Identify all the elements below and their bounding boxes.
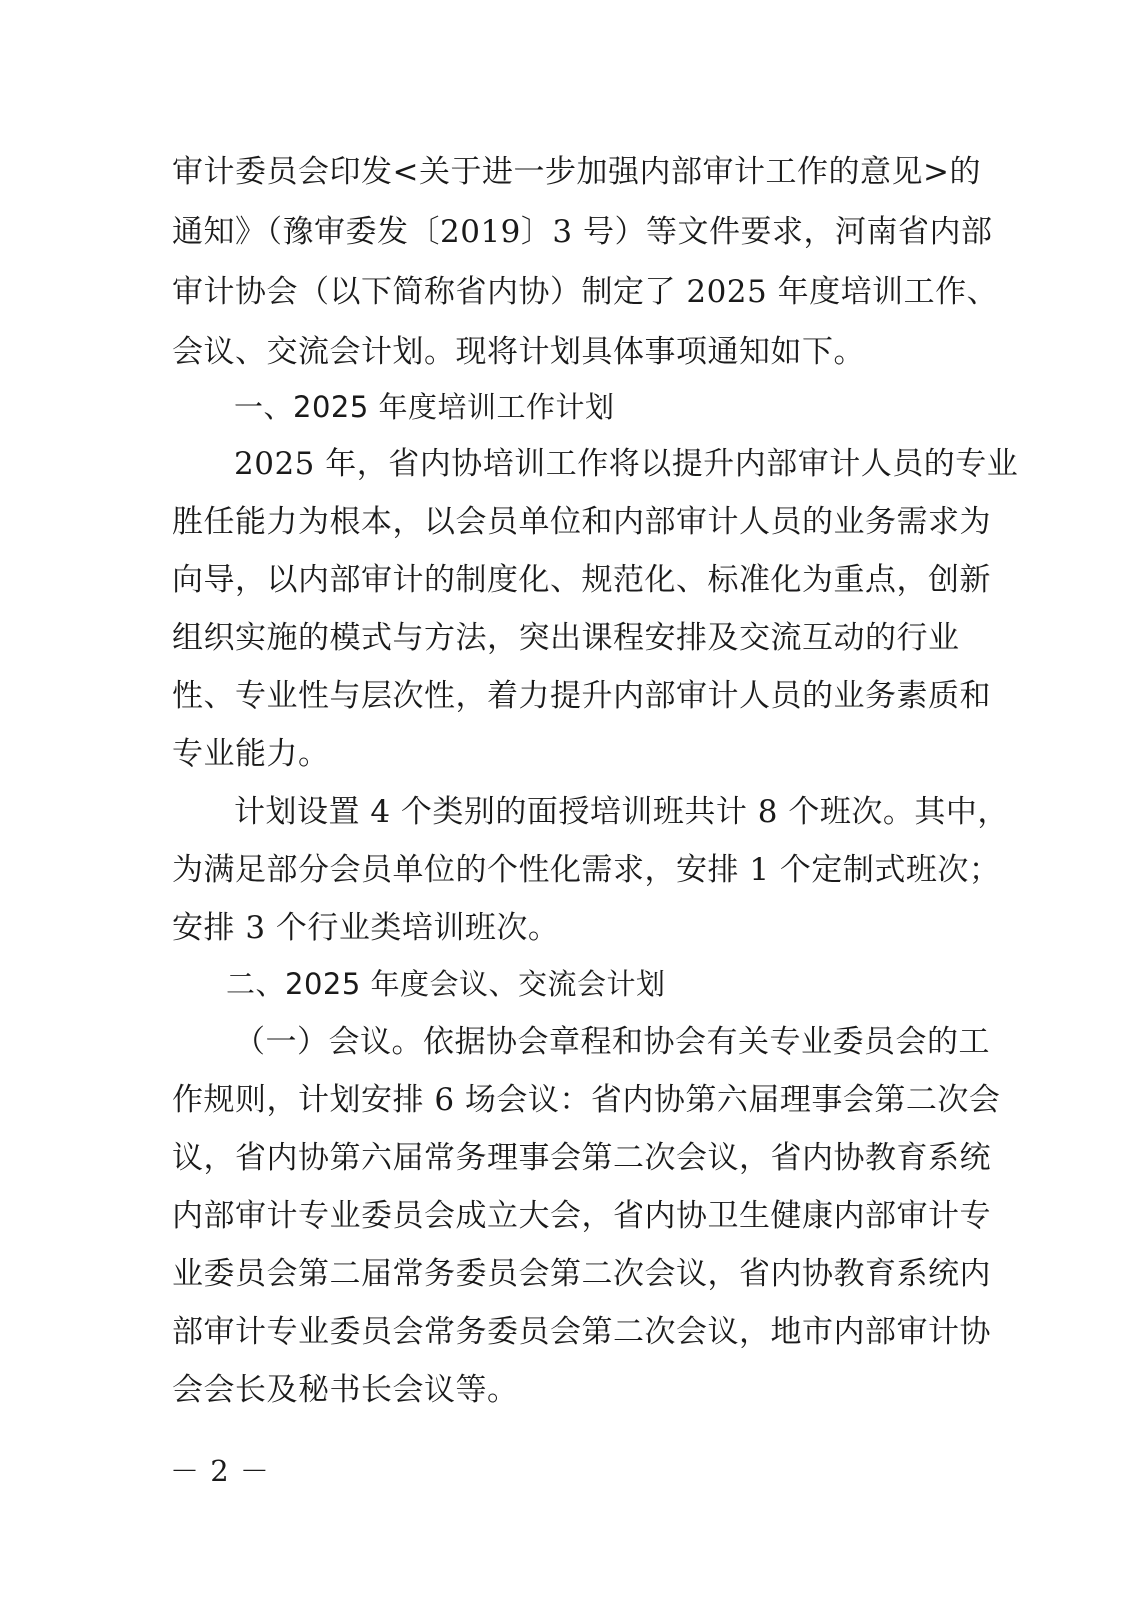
intro-line-2: 通知》（豫审委发〔2019〕3 号）等文件要求，河南省内部: [172, 214, 993, 250]
meetings-line-7: 会会长及秘书长会议等。: [172, 1372, 519, 1408]
meetings-line-6: 部审计专业委员会常务委员会第二次会议，地市内部审计协: [172, 1314, 991, 1350]
meetings-line-5: 业委员会第二届常务委员会第二次会议，省内协教育系统内: [172, 1256, 991, 1292]
section-heading-training: 一、2025 年度培训工作计划: [234, 390, 615, 424]
training-line-3: 向导，以内部审计的制度化、规范化、标准化为重点，创新: [172, 562, 991, 598]
intro-line-3: 审计协会（以下简称省内协）制定了 2025 年度培训工作、: [172, 274, 999, 310]
section-heading-meetings: 二、2025 年度会议、交流会计划: [226, 967, 666, 1001]
training-line-1: 2025 年，省内协培训工作将以提升内部审计人员的专业: [234, 446, 1019, 482]
training-line-2: 胜任能力为根本，以会员单位和内部审计人员的业务需求为: [172, 504, 991, 540]
training-line-4: 组织实施的模式与方法，突出课程安排及交流互动的行业: [172, 620, 960, 656]
meetings-line-4: 内部审计专业委员会成立大会，省内协卫生健康内部审计专: [172, 1198, 991, 1234]
intro-line-4: 会议、交流会计划。现将计划具体事项通知如下。: [172, 334, 865, 370]
intro-line-1: 审计委员会印发<关于进一步加强内部审计工作的意见>的: [172, 154, 981, 190]
classes-line-1: 计划设置 4 个类别的面授培训班共计 8 个班次。其中，: [234, 794, 1009, 830]
meetings-line-3: 议，省内协第六届常务理事会第二次会议，省内协教育系统: [172, 1140, 991, 1176]
classes-line-3: 安排 3 个行业类培训班次。: [172, 910, 560, 946]
training-line-6: 专业能力。: [172, 736, 330, 772]
meetings-line-1: （一）会议。依据协会章程和协会有关专业委员会的工: [234, 1024, 990, 1060]
page-number: － 2 －: [170, 1454, 270, 1488]
training-line-5: 性、专业性与层次性，着力提升内部审计人员的业务素质和: [172, 678, 991, 714]
classes-line-2: 为满足部分会员单位的个性化需求，安排 1 个定制式班次；: [172, 852, 1001, 888]
meetings-line-2: 作规则，计划安排 6 场会议：省内协第六届理事会第二次会: [172, 1082, 1001, 1118]
